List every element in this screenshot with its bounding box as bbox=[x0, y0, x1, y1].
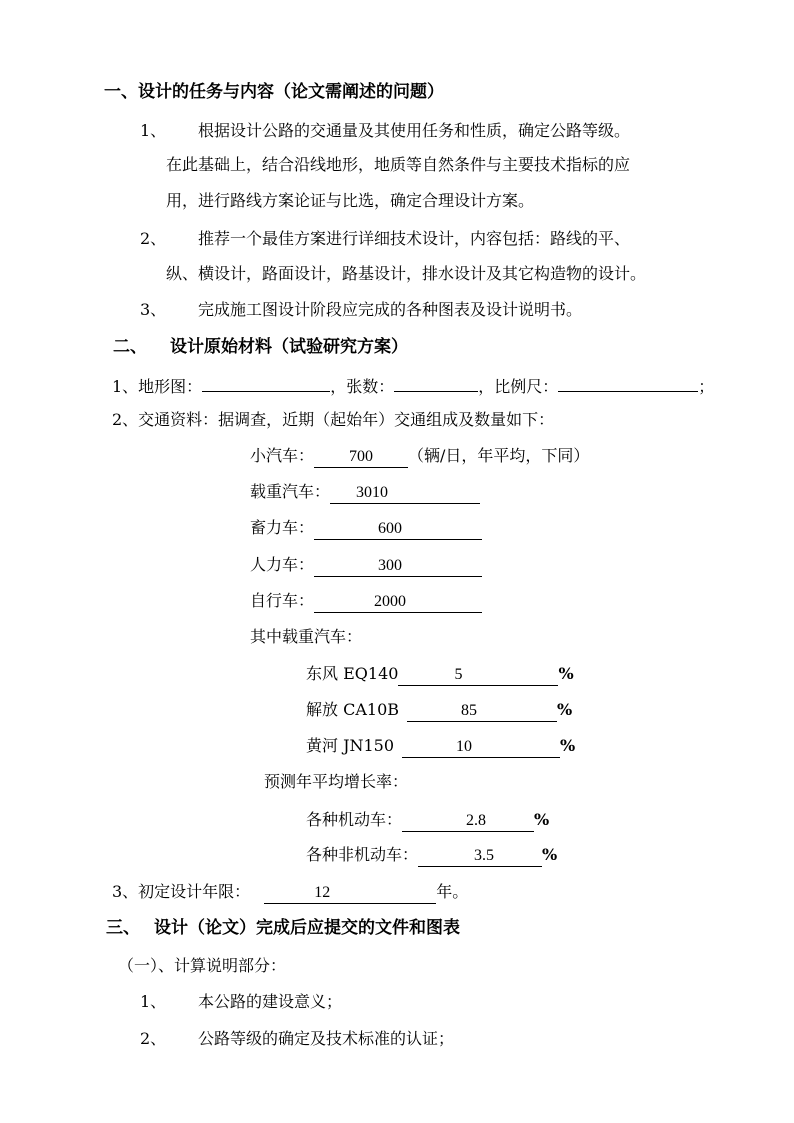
traffic-value-text: 600 bbox=[378, 520, 403, 537]
design-life-label: 3、初定设计年限： bbox=[112, 882, 251, 901]
traffic-label: 人力车： bbox=[250, 555, 315, 574]
truck-row-jiefang bbox=[306, 700, 572, 722]
s1-item3-line1: 完成施工图设计阶段应完成的各种图表及设计说明书。 bbox=[198, 300, 583, 319]
growth-row-motor bbox=[306, 810, 549, 832]
design-life-suffix: 年。 bbox=[436, 882, 469, 901]
s3-item2-num: 2、 bbox=[140, 1029, 167, 1048]
traffic-label: 小汽车： bbox=[250, 446, 315, 465]
section2-heading: 设计原始材料（试验研究方案） bbox=[170, 337, 408, 357]
growth-label: 各种机动车： bbox=[306, 810, 403, 829]
topo-map-line bbox=[112, 374, 714, 397]
traffic-value-text: 3010 bbox=[356, 484, 389, 501]
growth-rate-text: 2.8 bbox=[466, 812, 487, 829]
design-life-value bbox=[264, 883, 436, 904]
s3-item1-text: 本公路的建设意义； bbox=[198, 992, 343, 1011]
traffic-value bbox=[314, 592, 482, 613]
design-life-text: 12 bbox=[314, 884, 331, 901]
s3-item1-num: 1、 bbox=[140, 992, 167, 1011]
traffic-row-truck bbox=[250, 482, 480, 504]
traffic-value bbox=[330, 483, 480, 504]
truck-label: 黄河 JN150 bbox=[306, 736, 395, 755]
truck-row-huanghe bbox=[306, 736, 575, 758]
truck-share-text: 10 bbox=[456, 738, 473, 755]
s1-item1-line3: 用，进行路线方案论证与比选，确定合理设计方案。 bbox=[166, 191, 535, 210]
truck-label: 解放 CA10B bbox=[306, 700, 400, 719]
scale-blank bbox=[558, 374, 698, 392]
truck-row-dongfeng bbox=[306, 664, 574, 686]
section2-heading-num: 二、 bbox=[113, 337, 147, 357]
s3-item2-text: 公路等级的确定及技术标准的认证； bbox=[198, 1029, 455, 1048]
truck-share bbox=[407, 701, 557, 722]
scale-label: ，比例尺： bbox=[478, 377, 559, 396]
traffic-label: 畜力车： bbox=[250, 518, 315, 537]
growth-rate-text: 3.5 bbox=[474, 847, 495, 864]
traffic-value-text: 2000 bbox=[374, 593, 407, 610]
s1-item2-num: 2、 bbox=[140, 229, 167, 248]
truck-share-text: 5 bbox=[454, 666, 463, 683]
traffic-value bbox=[314, 447, 408, 468]
truck-label: 东风 EQ140 bbox=[306, 664, 399, 683]
design-life-line bbox=[112, 882, 468, 904]
growth-heading: 预测年平均增长率： bbox=[264, 772, 409, 791]
s1-item2-line2: 纵、横设计，路面设计，路基设计，排水设计及其它构造物的设计。 bbox=[166, 264, 647, 283]
percent-sign: % bbox=[557, 700, 573, 719]
topo-map-blank bbox=[202, 374, 330, 392]
truck-share-text: 85 bbox=[461, 702, 478, 719]
traffic-row-car bbox=[250, 446, 589, 468]
percent-sign: % bbox=[558, 664, 574, 683]
percent-sign: % bbox=[560, 736, 576, 755]
topo-map-label: 1、地形图： bbox=[112, 377, 203, 396]
section3-heading: 设计（论文）完成后应提交的文件和图表 bbox=[154, 918, 460, 938]
s1-item1-num: 1、 bbox=[140, 121, 167, 140]
traffic-value bbox=[314, 556, 482, 577]
s1-item3-num: 3、 bbox=[140, 300, 167, 319]
traffic-suffix: （辆/日，年平均，下同） bbox=[408, 446, 590, 465]
traffic-value-text: 700 bbox=[349, 448, 374, 465]
growth-label: 各种非机动车： bbox=[306, 845, 419, 864]
section1-heading: 一、设计的任务与内容（论文需阐述的问题） bbox=[104, 82, 444, 102]
traffic-value bbox=[314, 519, 482, 540]
line-end: ； bbox=[698, 377, 715, 396]
s1-item1-line1: 根据设计公路的交通量及其使用任务和性质，确定公路等级。 bbox=[198, 121, 631, 140]
traffic-row-bicycle bbox=[250, 591, 482, 613]
truck-breakdown-heading: 其中载重汽车： bbox=[250, 627, 363, 646]
percent-sign: % bbox=[534, 810, 550, 829]
sheet-count-label: ，张数： bbox=[330, 377, 395, 396]
traffic-label: 自行车： bbox=[250, 591, 315, 610]
percent-sign: % bbox=[542, 845, 558, 864]
traffic-row-animal-cart bbox=[250, 518, 482, 540]
truck-share bbox=[398, 665, 558, 686]
growth-rate bbox=[402, 811, 534, 832]
growth-row-nonmotor bbox=[306, 845, 557, 867]
traffic-row-handcart bbox=[250, 555, 482, 577]
traffic-value-text: 300 bbox=[378, 557, 403, 574]
truck-share bbox=[402, 737, 560, 758]
calc-section-subheading: （一）、计算说明部分： bbox=[118, 956, 287, 975]
traffic-label: 载重汽车： bbox=[250, 482, 331, 501]
traffic-data-intro: 2、交通资料：据调查，近期（起始年）交通组成及数量如下： bbox=[112, 410, 555, 429]
sheet-count-blank bbox=[394, 374, 478, 392]
section3-heading-num: 三、 bbox=[106, 918, 140, 938]
s1-item2-line1: 推荐一个最佳方案进行详细技术设计，内容包括：路线的平、 bbox=[198, 229, 631, 248]
growth-rate bbox=[418, 846, 542, 867]
s1-item1-line2: 在此基础上，结合沿线地形，地质等自然条件与主要技术指标的应 bbox=[166, 155, 631, 174]
